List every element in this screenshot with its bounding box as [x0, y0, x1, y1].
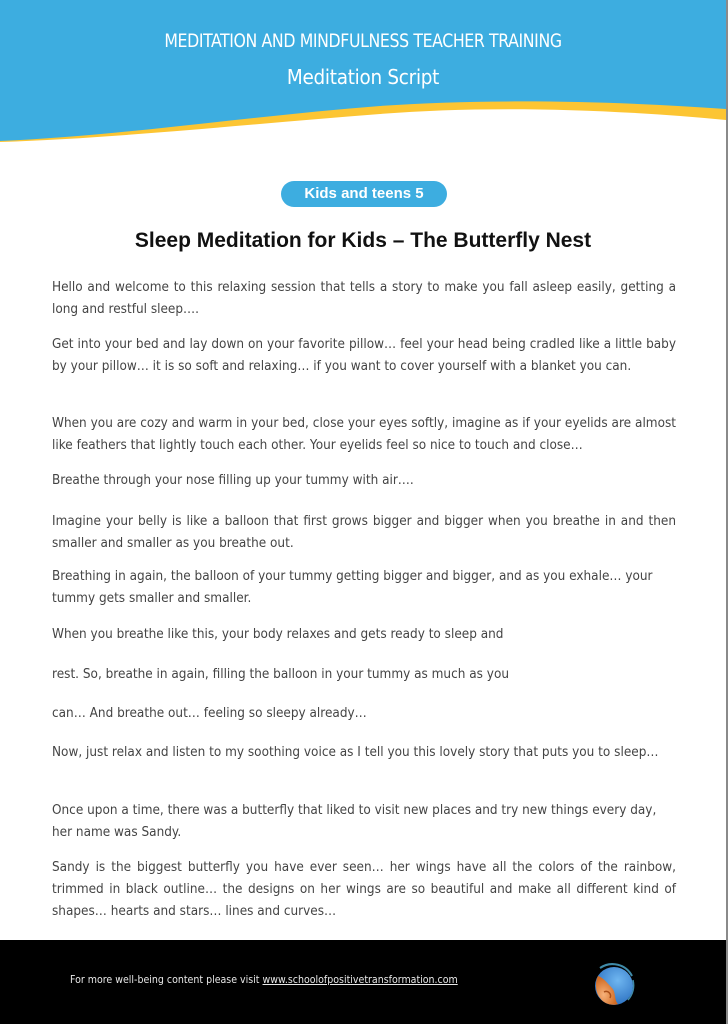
website-link[interactable]: www.schoolofpositivetransformation.com [262, 974, 458, 986]
paragraph: Once upon a time, there was a butterfly that liked to visit new places and try new things every day, her name was Sandy. [52, 803, 657, 840]
paragraph: When you breathe like this, your body relaxes and gets ready to sleep and [52, 627, 504, 642]
paragraph: Hello and welcome to this relaxing session that tells a story to make you fall asleep easily, getting a long and restful sleep…. [52, 280, 677, 317]
paragraph: Sandy is the biggest butterfly you have ever seen… her wings have all the colors of the rainbow, trimmed in black outline… the designs on her wings are so beautiful and make all different kind of shapes… hearts and stars… lines and curves… [52, 860, 677, 919]
document-title: Sleep Meditation for Kids – The Butterfly Nest [134, 229, 592, 252]
globe-logo-icon [584, 954, 640, 1012]
header-subtitle: Meditation Script [286, 65, 440, 89]
header-banner [0, 0, 726, 150]
footer-text [70, 974, 458, 986]
footer [0, 940, 726, 1024]
paragraph: can… And breathe out… feeling so sleepy already… [52, 706, 367, 721]
paragraph: Get into your bed and lay down on your favorite pillow… feel your head being cradled like a little baby by your pillow… it is so soft and relaxing… if you want to cover yourself with a blanket you can. [52, 337, 677, 374]
paragraph: When you are cozy and warm in your bed, close your eyes softly, imagine as if your eyelids are almost like feathers that lightly touch each other. Your eyelids feel so nice to touch and close… [52, 416, 677, 453]
category-badge: Kids and teens 5 [281, 181, 447, 207]
paragraph: Imagine your belly is like a balloon that first grows bigger and bigger when you breathe in and then smaller and smaller as you breathe out. [52, 514, 677, 551]
paragraph: Now, just relax and listen to my soothing voice as I tell you this lovely story that puts you to sleep… [52, 745, 659, 760]
paragraph: Breathing in again, the balloon of your tummy getting bigger and bigger, and as you exhale… your tummy gets smaller and smaller. [52, 569, 653, 606]
header-title: MEDITATION AND MINDFULNESS TEACHER TRAINING [164, 30, 562, 52]
paragraph: rest. So, breathe in again, filling the balloon in your tummy as much as you [52, 667, 510, 682]
paragraph: Breathe through your nose filling up your tummy with air…. [52, 473, 414, 488]
footer-label: For more well-being content please visit [70, 974, 263, 986]
